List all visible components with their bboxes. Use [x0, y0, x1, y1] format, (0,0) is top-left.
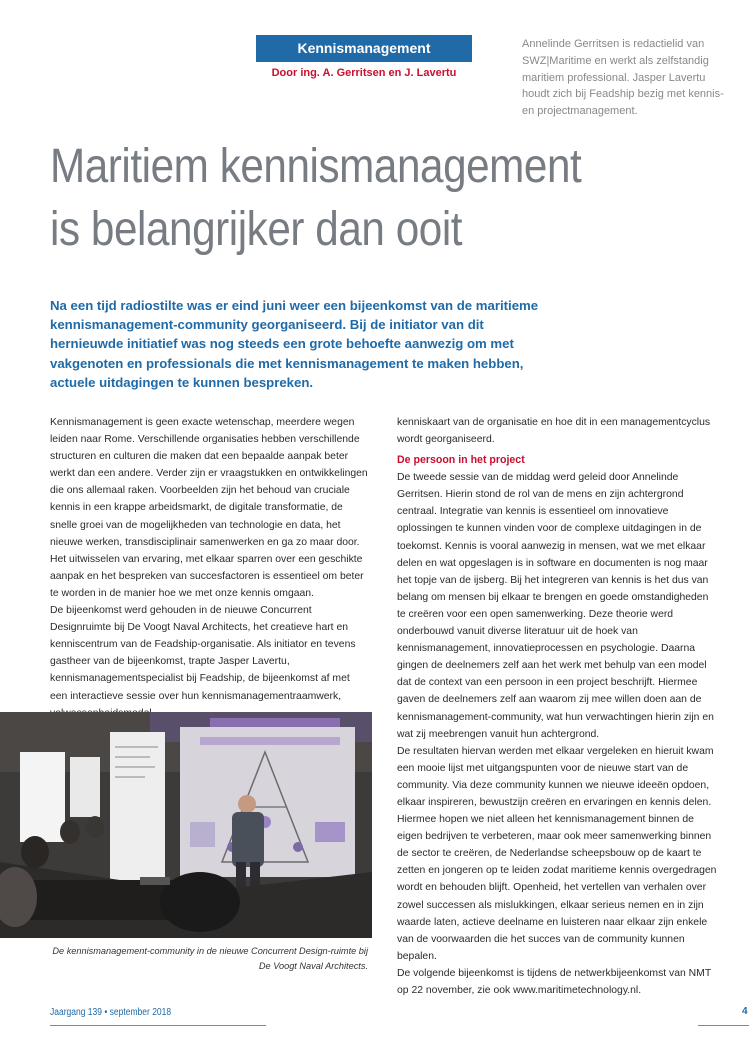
intro-paragraph: Na een tijd radiostilte was er eind juni weer een bijeenkomst van de maritieme kennismanagement-community georganiseerd. Bij de initiator van dit hernieuwde initiatief was nog steeds een grote behoefte aanwezig om met vakgenoten en professionals die met kennismanagement te maken hebben, actuele uitdagingen te kunnen bespreken.	[50, 298, 539, 390]
right-column	[397, 414, 717, 999]
headline-line-2: is belangrijker dan ooit	[50, 203, 463, 256]
left-column	[50, 414, 368, 722]
subheading: De persoon in het project	[397, 454, 525, 467]
body-paragraph: Kennismanagement is geen exacte wetenschap, meerdere wegen leiden naar Rome. Verschillende organisaties hebben verschillende structuren en culturen die maken dat een bepaalde aanpak beter werkt dan een andere. Verder zijn er vraagstukken en ontwikkelingen die ons allemaal raken. Voorbeelden zijn het behoud van cruciale kennis in een krappe arbeidsmarkt, de digitale transformatie, de snelle groei van de mogelijkheden van technologie en data, het nieuwe werken, transdisciplinair samenwerken en ga zo maar door. Het uitwisselen van ervaring, met elkaar sparren over een geschikte aanpak en het bespreken van succesfactoren is essentieel om beter te worden in de manier hoe we met onze kennis omgaan.	[50, 417, 368, 599]
photo-illustration	[0, 712, 372, 938]
page-number: 4	[742, 1006, 748, 1017]
body-paragraph: De bijeenkomst werd gehouden in de nieuwe Concurrent Designruimte bij De Voogt Naval Architects, het creatieve hart en kenniscentrum van de Feadship-organisatie. Als initiator en tevens gastheer van de bijeenkomst, trapte Jasper Lavertu, kennismanagementspecialist bij Feadship, de bijeenkomst af met een interactieve sessie over hun kennismanagementraamwerk,	[50, 605, 356, 702]
headline-line-1: Maritiem kennismanagement	[50, 140, 582, 193]
footer-rule	[50, 1025, 266, 1026]
body-paragraph: kenniskaart van de organisatie en hoe dit in een managementcyclus wordt georganiseerd.	[397, 417, 711, 446]
headline	[50, 135, 657, 261]
authors-note: Annelinde Gerritsen is redactielid van SWZ|Maritime en werkt als zelfstandig maritiem professional. Jasper Lavertu houdt zich bij Feadship bezig met kennis- en projectmanagement.	[522, 38, 724, 118]
footer-issue: Jaargang 139 • september 2018	[50, 1007, 172, 1018]
body-paragraph: De resultaten hiervan werden met elkaar vergeleken en hieruit kwam een mooie lijst met uitgangspunten voor de nieuwe start van de community. Via deze community kunnen we nieuwe ideeën opdoen, elkaar inspireren, bewustzijn creëren en ervaringen en kennis delen. Hiermee hopen we niet alleen het kennismanagement binnen de eigen bedrijven te verbeteren, maar ook meer samenwerking binnen de sector te creëren, de Nederlandse scheepsbouw op de kaart te zetten en jongeren op te leiden zodat maritieme kennis overgedragen wordt en behouden blijft. Openheid, het vertellen van verhalen over zowel successen als mislukkingen, elkaar serieus nemen en in zijn waarde laten, actieve deelname en luisteren naar elkaar zijn enkele van de voorwaarden die het succes van de community kunnen bepalen.	[397, 745, 717, 962]
byline: Door ing. A. Gerritsen en J. Lavertu	[271, 67, 457, 79]
event-photo	[0, 712, 372, 938]
photo-caption: De kennismanagement-community in de nieuwe Concurrent Design-ruimte bij De Voogt Naval Architects.	[52, 946, 368, 971]
body-paragraph: De volgende bijeenkomst is tijdens de netwerkbijeenkomst van NMT op 22 november, zie ook www.maritimetechnology.nl.	[397, 967, 711, 996]
footer-rule-right	[698, 1025, 749, 1026]
section-tag: Kennismanagement	[256, 35, 472, 62]
body-paragraph: De tweede sessie van de middag werd geleid door Annelinde Gerritsen. Hierin stond de rol van de mens en zijn achtergrond centraal. Integratie van kennis is essentieel om innovatieve oplossingen te kunnen vinden voor de complexe uitdagingen in de toekomst. Kennis is vooral aanwezig in mensen, wat we met elkaar delen en wat opgeslagen is in software en documenten is nog maar het topje van de ijsberg. Bij het integreren van kennis is het dus van belang om mensen bij elkaar te brengen en goede omstandigheden te creëren voor een open samenwerking. Deze theorie werd onderbouwd vanuit diverse literatuur uit de hoek van kennismanagement, innovatieprocessen en psychologie. Daarna gingen de deelnemers zelf aan het werk met behulp van een model dat de context van een persoon in een project beschrijft. Hiermee gaven de deelnemers zelf aan waarom zij mee willen doen aan de kennismanagement-community, wat hun verwachtingen hierin zijn en wat zij meebrengen vanuit hun achtergrond.	[397, 472, 714, 740]
